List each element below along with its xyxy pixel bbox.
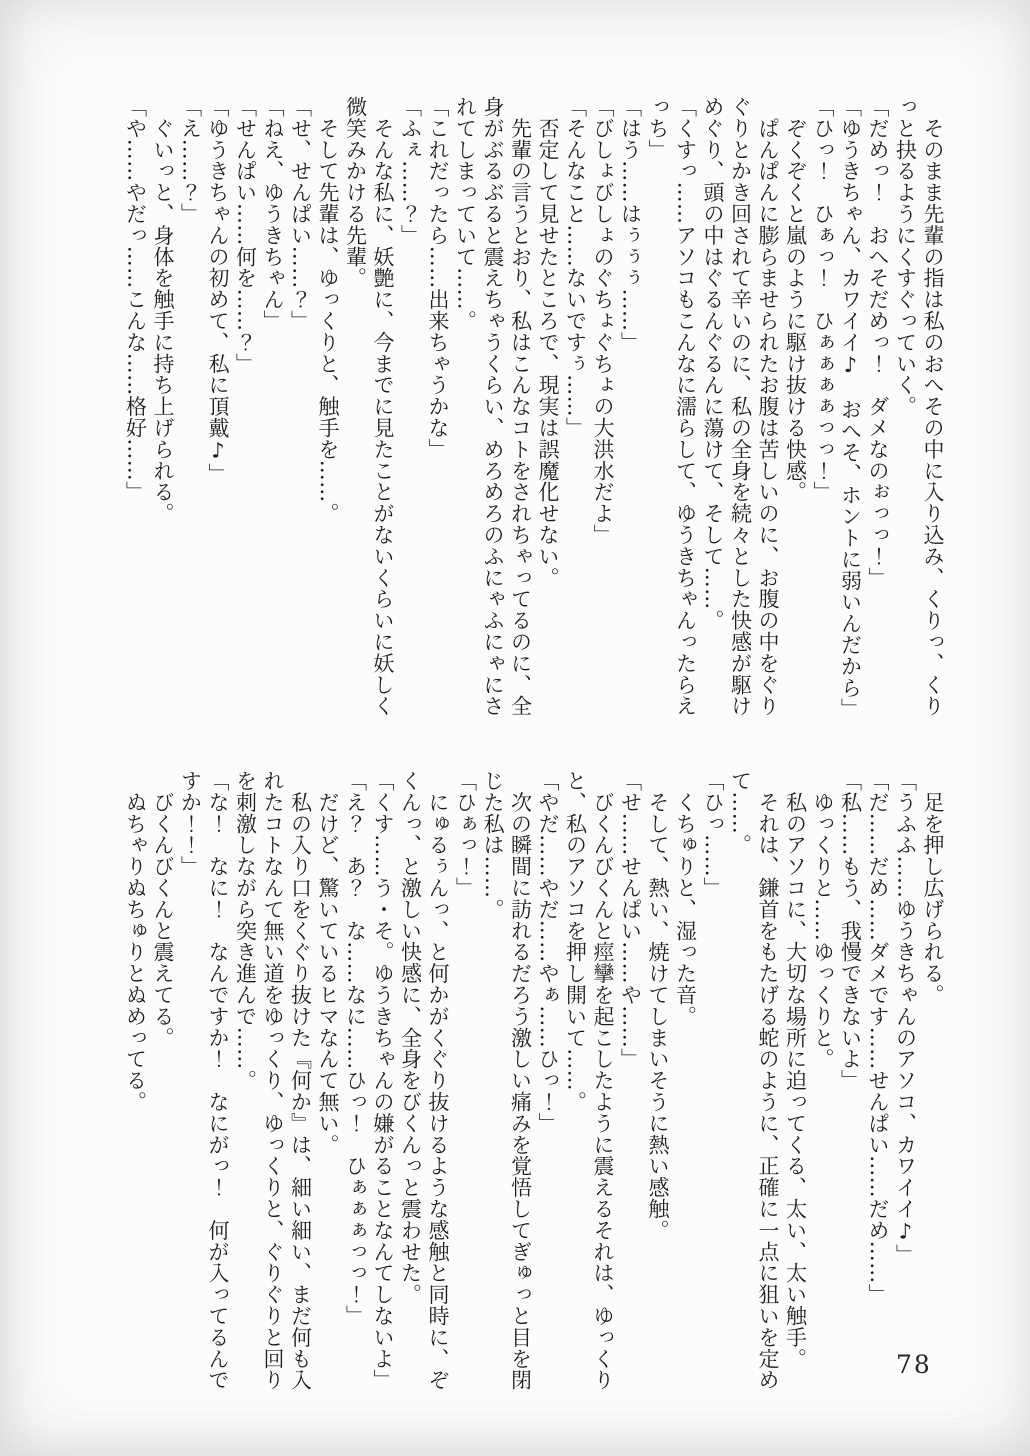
text-line: れてしまっていて……。: [453, 96, 478, 332]
text-block-top: [121, 96, 946, 728]
text-line: 「だめっ！ おへそだめっ！ ダメなのぉっっ！」: [866, 96, 890, 589]
text-line: 「びしょびしょのぐちょぐちょの大洪水だよ」: [591, 96, 615, 546]
text-line: そのまま先輩の指は私のおへその中に入り込み、くりっ、くり: [921, 96, 945, 717]
text-line: 足を押し広げられる。: [921, 770, 945, 1006]
text-line: 身がぶるぶると震えちゃうくらい、めろめろのふにゃふにゃにさ: [481, 96, 505, 717]
text-line: じた私は……。: [481, 770, 505, 920]
text-line: ぞくぞくと嵐のように駆け抜ける快感。: [783, 96, 808, 503]
text-line: すか！！」: [178, 770, 203, 877]
text-line: それは、鎌首をもたげる蛇のように、正確に一点に狙いを定め: [756, 770, 780, 1391]
text-line: ぬちゃりぬちゅりとぬめってる。: [123, 770, 148, 1113]
text-line: 「だ……だめ……ダメです……せんぱい……だめ……」: [866, 770, 890, 1305]
text-line: 「ひっ！ ひぁっ！ ひぁぁぁぁっっ！」: [811, 96, 835, 503]
text-line: そして先輩は、ゆっくりと、触手を……。: [316, 96, 340, 524]
text-line: っち」: [646, 96, 670, 161]
text-line: ゆっくりと……ゆっくりと。: [811, 770, 835, 1070]
text-line: ぐりとかき回されて辛いのに、私の全身を続々とした快感が駆け: [728, 96, 753, 717]
text-line: 「はう……はぅぅぅ……」: [618, 96, 643, 353]
text-line: そんな私に、妖艶に、今までに見たことがないくらいに妖しく: [371, 96, 395, 717]
text-line: 「ゆうきちゃん、カワイイ♪ おへそ、ホントに弱いんだから」: [838, 96, 863, 720]
text-line: 「くす……う・そ。ゆうきちゃんの嫌がることなんてしないよ」: [371, 770, 395, 1391]
text-line: 「ふぇ……？」: [398, 96, 423, 246]
text-line: 否定して見せたところで、現実は誤魔化せない。: [536, 96, 560, 589]
text-line: 「これだったら……出来ちゃうかな」: [426, 96, 450, 460]
text-line: と、私のアソコを押し開いて……。: [563, 770, 588, 1113]
text-line: くんっ、と激しい快感に、全身をびくんっと震わせた。: [398, 770, 423, 1305]
text-line: 「え？ あ？ な……なに……ひっ！ ひぁぁぁっっ！」: [343, 770, 368, 1327]
text-line: 「や……やだっ……こんな……格好……」: [123, 96, 148, 503]
text-line: びくんびくんと震えてる。: [151, 770, 175, 1049]
text-line: 「私……もう、我慢できないよ」: [838, 770, 863, 1091]
text-line: そして、熱い、焼けてしまいそうに熱い感触。: [646, 770, 670, 1241]
text-line: 私の入り口をくぐり抜けた『何か』は、細い細い、まだ何も入: [288, 770, 313, 1391]
text-line: 「ねえ、ゆうきちゃん」: [261, 96, 285, 332]
text-line: 「うふふ……ゆうきちゃんのアソコ、カワイイ♪」: [893, 770, 918, 1266]
text-line: 「え……？」: [178, 96, 203, 225]
text-line: 微笑みかける先輩。: [343, 96, 368, 289]
text-line: だけど、驚いているヒマなんて無い。: [316, 770, 340, 1156]
text-line: 「くすっ……アソコもこんなに濡らして、ゆうきちゃんったらえ: [673, 96, 698, 717]
text-line: めぐり、頭の中はぐるんぐるんに蕩けて、そして……。: [701, 96, 725, 631]
text-line: っと抉るようにくすぐっていく。: [893, 96, 918, 417]
text-line: 「な！ なに！ なんですか！ なにがっ！ 何が入ってるんで: [206, 770, 230, 1391]
text-line: 「やだ……やだ……やぁ……ひっ！」: [536, 770, 560, 1134]
text-line: 私のアソコに、大切な場所に迫ってくる、太い、太い触手。: [783, 770, 808, 1370]
text-line: にゅるぅんっ、と何かがくぐり抜けるような感触と同時に、ぞ: [426, 770, 450, 1391]
text-line: れたコトなんて無い道をゆっくり、ゆっくりと、ぐりぐりと回り: [261, 770, 285, 1391]
text-line: びくんびくんと痙攣を起こしたように震えるそれは、ゆっくり: [591, 770, 615, 1391]
text-line: 「せ……せんぱい……や……」: [618, 770, 643, 1070]
text-line: くちゅりと、湿った音。: [673, 770, 698, 1027]
text-line: 「ゆうきちゃんの初めて、私に頂戴♪」: [206, 96, 230, 485]
text-line: 「せ、せんぱい……？」: [288, 96, 313, 332]
text-line: 「そんなこと……ないですぅ……」: [563, 96, 588, 439]
text-line: 「ひっ……」: [701, 770, 725, 899]
page-number: 78: [896, 1350, 932, 1379]
text-line: 「せんぱい……何を……？」: [233, 96, 258, 375]
text-line: 先輩の言うとおり、私はこんなコトをされちゃってるのに、全: [508, 96, 533, 717]
text-line: を刺激しながら突き進んで……。: [233, 770, 258, 1091]
text-line: ぐいっと、身体を触手に持ち上げられる。: [151, 96, 175, 524]
text-line: て……。: [728, 770, 753, 856]
text-line: 「ひぁっ！」: [453, 770, 478, 899]
text-line: 次の瞬間に訪れるだろう激しい痛みを覚悟してぎゅっと目を閉: [508, 770, 533, 1391]
text-block-bottom: [121, 770, 946, 1402]
text-line: ぱんぱんに膨らませられたお腹は苦しいのに、お腹の中をぐり: [756, 96, 780, 717]
